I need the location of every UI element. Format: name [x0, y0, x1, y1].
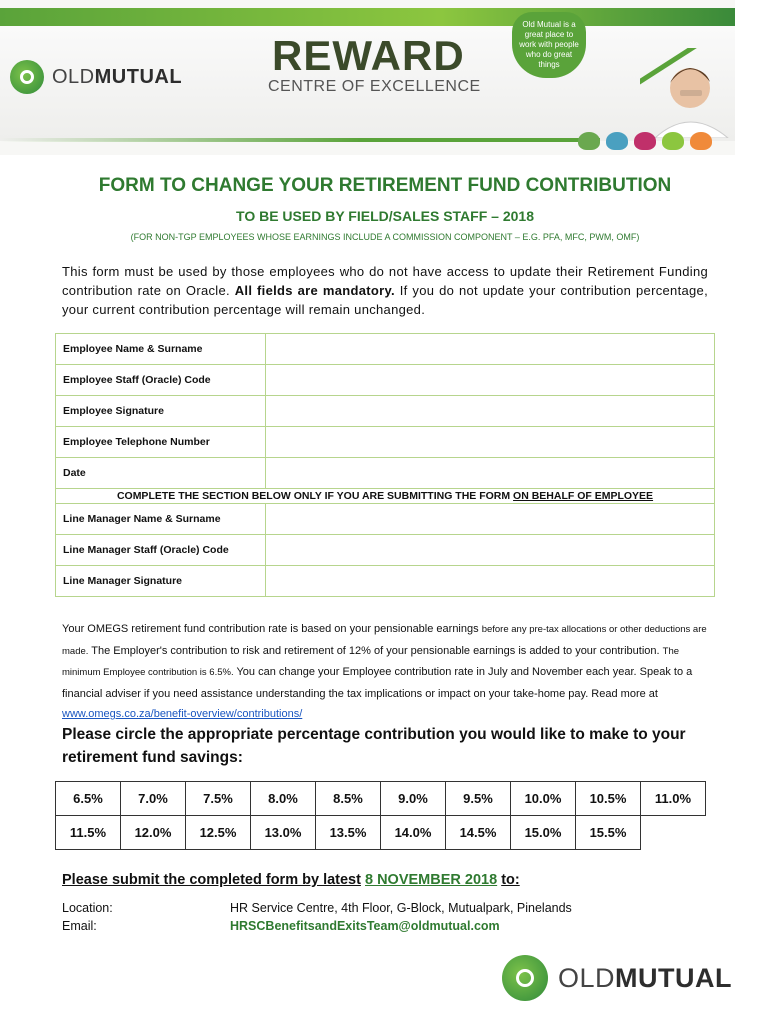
form-subtitle: TO BE USED BY FIELD/SALES STAFF – 2018 [236, 208, 534, 224]
empty-cell [641, 816, 706, 850]
location-value: HR Service Centre, 4th Floor, G-Block, Mutualpark, Pinelands [230, 901, 572, 915]
person-illustration [640, 48, 730, 138]
old-mutual-logo-icon [10, 60, 44, 94]
circle-instruction: Please circle the appropriate percentage contribution you would like to make to your retirement fund savings: [62, 726, 686, 766]
header-banner [0, 0, 735, 155]
submit-instruction: Please submit the completed form by latest 8 NOVEMBER 2018 to: [62, 872, 520, 888]
contribution-info-paragraph: Your OMEGS retirement fund contribution rate is based on your pensionable earnings before any pre-tax allocations or other deductions are made. The Employer's contribution to risk and retirement of 12% of your pensionable earnings is added to your contribution. The minimum Employee contribution is 6.5%. You can change your Employee contribution rate in July and November each year. Speak to a financial adviser if you need assistance understanding the tax implications or impact on your take-home pay. Read more at www.omegs.co.za/benefit-overview/contributions/ [62, 623, 707, 720]
percentage-options-table [55, 781, 706, 850]
email-label: Email: [62, 919, 97, 933]
logo-wordmark: OLDMUTUAL [52, 65, 183, 88]
field-label: Employee Staff (Oracle) Code [56, 365, 266, 396]
contributions-link[interactable]: www.omegs.co.za/benefit-overview/contributions/ [62, 708, 303, 720]
field-label: Date [56, 458, 266, 489]
field-label: Line Manager Signature [56, 566, 266, 597]
percentage-option[interactable]: 15.5% [576, 816, 641, 850]
employee-signature-field[interactable] [266, 396, 715, 427]
employee-telephone-field[interactable] [266, 427, 715, 458]
percentage-option[interactable]: 10.5% [576, 782, 641, 816]
percentage-option[interactable]: 8.0% [251, 782, 316, 816]
line-manager-staff-code-field[interactable] [266, 535, 715, 566]
percentage-option[interactable]: 13.5% [316, 816, 381, 850]
percentage-option[interactable]: 9.0% [381, 782, 446, 816]
employee-staff-code-field[interactable] [266, 365, 715, 396]
banner-title: REWARD [272, 32, 465, 79]
percentage-option[interactable]: 8.5% [316, 782, 381, 816]
banner-accent-line [0, 138, 600, 142]
percentage-option[interactable]: 9.5% [446, 782, 511, 816]
intro-paragraph: This form must be used by those employees who do not have access to update their Retirement Funding contribution rate on Oracle. All fields are mandatory. If you do not update your contribution percentage, your current contribution percentage will remain unchanged. [62, 264, 708, 317]
form-note: (FOR NON-TGP EMPLOYEES WHOSE EARNINGS INCLUDE A COMMISSION COMPONENT – E.G. PFA, MFC, PWM, OMF) [130, 232, 640, 242]
employee-name-field[interactable] [266, 334, 715, 365]
field-label: Employee Name & Surname [56, 334, 266, 365]
percentage-option[interactable]: 13.0% [251, 816, 316, 850]
percentage-option[interactable]: 7.0% [121, 782, 186, 816]
section-heading: COMPLETE THE SECTION BELOW ONLY IF YOU ARE SUBMITTING THE FORM ON BEHALF OF EMPLOYEE [56, 489, 715, 504]
percentage-option[interactable]: 14.0% [381, 816, 446, 850]
badge-icon [634, 132, 656, 150]
percentage-option[interactable]: 11.0% [641, 782, 706, 816]
employee-details-table [55, 333, 715, 597]
field-label: Employee Signature [56, 396, 266, 427]
percentage-option[interactable]: 6.5% [56, 782, 121, 816]
percentage-option[interactable]: 12.5% [186, 816, 251, 850]
badge-icon [606, 132, 628, 150]
location-label: Location: [62, 901, 113, 915]
submission-deadline: 8 NOVEMBER 2018 [364, 872, 498, 888]
old-mutual-logo-top [10, 60, 182, 94]
line-manager-name-field[interactable] [266, 504, 715, 535]
banner-subtitle: CENTRE OF EXCELLENCE [268, 78, 481, 95]
percentage-option[interactable]: 12.0% [121, 816, 186, 850]
line-manager-signature-field[interactable] [266, 566, 715, 597]
field-label: Line Manager Name & Surname [56, 504, 266, 535]
old-mutual-logo-icon [502, 955, 548, 1001]
badge-icon [662, 132, 684, 150]
form-title: FORM TO CHANGE YOUR RETIREMENT FUND CONTRIBUTION [98, 175, 672, 196]
old-mutual-logo-bottom [502, 955, 732, 1001]
percentage-option[interactable]: 10.0% [511, 782, 576, 816]
percentage-option[interactable]: 11.5% [56, 816, 121, 850]
email-link[interactable]: HRSCBenefitsandExitsTeam@oldmutual.com [230, 919, 500, 933]
heart-badge: Old Mutual is a great place to work with people who do great things [512, 12, 586, 78]
percentage-option[interactable]: 7.5% [186, 782, 251, 816]
value-badges [578, 132, 712, 150]
badge-icon [578, 132, 600, 150]
field-label: Employee Telephone Number [56, 427, 266, 458]
banner-top-bar [0, 8, 735, 26]
date-field[interactable] [266, 458, 715, 489]
percentage-option[interactable]: 14.5% [446, 816, 511, 850]
badge-icon [690, 132, 712, 150]
field-label: Line Manager Staff (Oracle) Code [56, 535, 266, 566]
logo-wordmark: OLDMUTUAL [558, 962, 733, 993]
percentage-option[interactable]: 15.0% [511, 816, 576, 850]
